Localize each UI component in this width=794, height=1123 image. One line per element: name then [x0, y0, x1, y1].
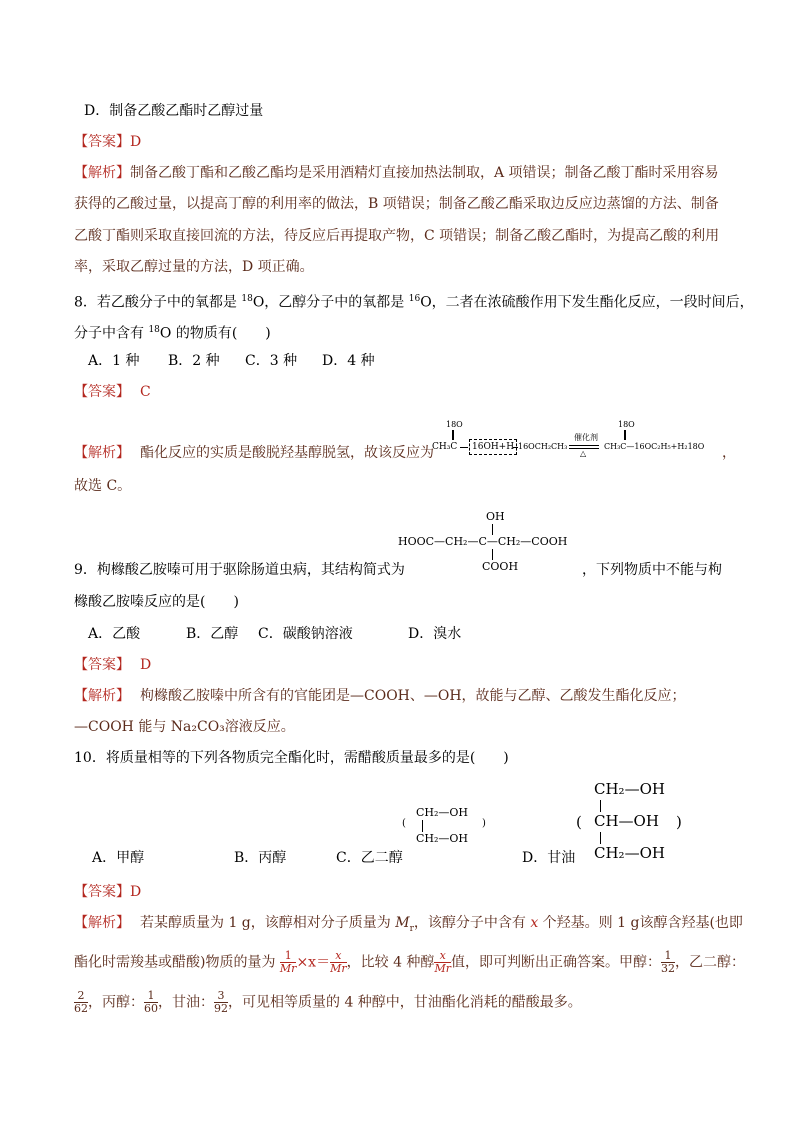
acid-formula: CH₃C	[432, 442, 458, 452]
q9-stem-line-2: 橼酸乙胺嗪反应的是( )	[74, 594, 239, 610]
glycol-bottom: CH₂—OH	[416, 832, 469, 845]
q9-option-c: C．碳酸钠溶液	[258, 626, 353, 642]
q7-analysis-line-1	[74, 163, 719, 183]
q7-analysis-line-2: 获得的乙酸过量，以提高丁醇的利用率的做法，B 项错误；制备乙酸乙酯采取边反应边蒸馏的方法、制备	[74, 196, 719, 212]
q9-option-a: A．乙酸	[88, 626, 141, 642]
stem-text: O，乙醇分子中的氧都是	[252, 294, 409, 311]
isotope-16: 16	[408, 294, 421, 304]
q8-option-c: C．3 种	[245, 353, 298, 369]
citric-structure	[398, 508, 588, 578]
mr-subscript: r	[409, 923, 414, 934]
frac-den: Mr	[279, 962, 297, 975]
analysis-text: ，该醇分子中含有	[413, 915, 531, 931]
q9-stem-line-1-tail: ，下列物质中不能与枸	[582, 562, 722, 578]
q9-analysis-line-2: —COOH 能与 Na₂CO₃溶液反应。	[74, 719, 295, 735]
bond-line	[600, 832, 601, 844]
glycerol-structure	[576, 780, 696, 864]
frac-num: 2	[74, 990, 88, 1003]
main-chain: HOOC—CH₂—C—CH₂—COOH	[398, 535, 568, 548]
fraction-x-over-mr	[434, 950, 451, 975]
propanol-fraction	[144, 990, 158, 1015]
q8-option-b: B．2 种	[168, 353, 220, 369]
analysis-label: 【解析】	[74, 688, 130, 704]
q8-analysis-line-2: 故选 C。	[74, 478, 132, 494]
analysis-label: 【解析】	[74, 165, 130, 181]
analysis-text: 酯化时需羧基或醋酸)物质的量为	[74, 954, 276, 971]
frac-num: 1	[280, 950, 297, 963]
left-paren: (	[576, 813, 582, 831]
frac-den: 92	[214, 1002, 228, 1015]
bond-line	[492, 549, 493, 560]
frac-num: x	[330, 950, 347, 963]
ethylene-glycol-structure	[402, 804, 492, 850]
q8-option-a: A．1 种	[88, 353, 140, 369]
glycerol-bottom: CH₂—OH	[594, 844, 665, 862]
answer-label: 【答案】	[74, 884, 130, 900]
analysis-text: ，丙醇：	[88, 994, 144, 1011]
glycerol-top: CH₂—OH	[594, 780, 665, 798]
analysis-label: 【解析】	[74, 915, 130, 931]
answer-value: D	[130, 884, 142, 900]
stem-text: 分子中含有	[74, 325, 149, 342]
q8-stem-line-1	[74, 289, 754, 313]
q9-stem-line-1: 9．枸橼酸乙胺嗪可用于驱除肠道虫病，其结构简式为	[74, 562, 405, 578]
q10-stem: 10．将质量相等的下列各物质完全酯化时，需醋酸质量最多的是( )	[74, 750, 509, 766]
frac-num: 1	[144, 990, 158, 1003]
analysis-text: ，比较 4 种醇	[346, 954, 435, 971]
q7-option-d: D．制备乙酸乙酯时乙醇过量	[84, 103, 264, 119]
analysis-text: 个羟基。则 1 g该醇含羟基(也即	[538, 915, 743, 931]
carboxyl-label: COOH	[482, 560, 519, 573]
answer-value: D	[140, 657, 152, 673]
glycol-fraction	[74, 990, 88, 1015]
fraction-x-over-mr	[330, 950, 347, 975]
left-paren: (	[402, 818, 406, 829]
bond-line	[492, 524, 493, 535]
reaction-arrow-top	[569, 445, 599, 446]
q10-analysis-line-3	[74, 990, 582, 1015]
q7-analysis-line-4: 率，采取乙醇过量的方法，D 项正确。	[74, 259, 314, 275]
frac-den: Mr	[330, 962, 347, 975]
bond-line	[600, 800, 601, 812]
q9-option-d: D．溴水	[408, 626, 462, 642]
q9-answer	[74, 655, 151, 675]
stem-text: O 的物质有( )	[159, 325, 271, 342]
frac-num: 1	[661, 950, 675, 963]
product-formula: CH₃C—16OC₂H₅+H₂18O	[604, 442, 705, 451]
times-x: ×x＝	[296, 954, 331, 971]
analysis-label: 【解析】	[74, 445, 130, 461]
analysis-text: ，乙二醇：	[674, 954, 745, 971]
analysis-text: ，甘油：	[158, 994, 214, 1011]
methanol-fraction	[661, 950, 675, 975]
frac-den: 60	[144, 1002, 158, 1015]
q8-answer	[74, 382, 151, 402]
analysis-text: 枸橼酸乙胺嗪中所含有的官能团是—COOH、—OH，故能与乙醇、乙酸发生酯化反应；	[140, 688, 686, 704]
glycerol-mid: CH—OH	[594, 812, 659, 830]
q10-analysis-line-1	[74, 913, 743, 939]
q10-option-a: A．甲醇	[92, 850, 145, 866]
glycerol-fraction	[214, 990, 228, 1015]
analysis-text: 若某醇质量为 1 g，该醇相对分子质量为	[140, 915, 396, 931]
stem-text: O，二者在浓硫酸作用下发生酯化反应，一段时间后，	[420, 294, 754, 311]
q9-option-b: B．乙醇	[186, 626, 239, 642]
product-o-label: 18O	[618, 420, 635, 429]
x-symbol: x	[530, 915, 539, 931]
q10-answer	[74, 882, 141, 902]
heat-symbol: △	[580, 449, 587, 458]
frac-den: 32	[660, 962, 675, 975]
frac-num: x	[434, 950, 451, 963]
analysis-text: 制备乙酸丁酯和乙酸乙酯均是采用酒精灯直接加热法制取，A 项错误；制备乙酸丁酯时采用容易	[130, 165, 719, 181]
analysis-text: 值，即可判断出正确答案。甲醇：	[450, 954, 661, 971]
q10-option-b: B．丙醇	[234, 850, 287, 866]
right-paren: )	[482, 818, 486, 829]
hydroxyl-label: OH	[486, 510, 505, 523]
double-bond	[452, 430, 455, 440]
q8-analysis-line-1	[74, 443, 434, 463]
frac-den: 62	[74, 1002, 88, 1015]
right-paren: )	[676, 813, 682, 831]
answer-label: 【答案】	[74, 384, 130, 400]
q9-analysis-line-1	[74, 686, 686, 706]
analysis-text: ，可见相等质量的 4 种醇中，甘油酯化消耗的醋酸最多。	[228, 994, 582, 1011]
boxed-group: 16OH+H	[469, 439, 517, 455]
q7-analysis-line-3: 乙酸丁酯则采取直接回流的方法，待反应后再提取产物，C 项错误；制备乙酸乙酯时，为提高乙酸的利用	[74, 228, 720, 244]
alcohol-formula: 16OCH₂CH₃	[518, 442, 568, 451]
stem-text: 8．若乙酸分子中的氧都是	[74, 294, 242, 311]
frac-den: Mr	[434, 962, 451, 975]
bond-line	[460, 447, 468, 448]
double-bond	[624, 430, 627, 440]
glycol-top: CH₂—OH	[416, 806, 469, 819]
bond-line	[422, 820, 423, 832]
frac-num: 3	[214, 990, 228, 1003]
q7-answer	[74, 132, 141, 152]
isotope-18: 18	[148, 325, 160, 335]
q10-option-d: D．甘油	[522, 850, 576, 866]
isotope-18: 18	[241, 294, 253, 304]
q8-analysis-comma: ，	[722, 445, 736, 461]
mr-symbol: M	[395, 915, 410, 931]
catalyst-label: 催化剂	[574, 433, 598, 442]
answer-value: D	[130, 134, 142, 150]
analysis-text: 酯化反应的实质是酸脱羟基醇脱氢，故该反应为	[140, 445, 434, 461]
answer-label: 【答案】	[74, 657, 130, 673]
answer-label: 【答案】	[74, 134, 130, 150]
fraction-one-over-mr	[280, 950, 297, 975]
esterification-equation	[432, 420, 722, 464]
carbonyl-o-label: 18O	[446, 420, 463, 429]
q8-option-d: D．4 种	[322, 353, 375, 369]
q8-stem-line-2	[74, 320, 271, 344]
q10-option-c: C．乙二醇	[336, 850, 403, 866]
q10-analysis-line-2	[74, 950, 745, 975]
answer-value: C	[140, 384, 151, 400]
